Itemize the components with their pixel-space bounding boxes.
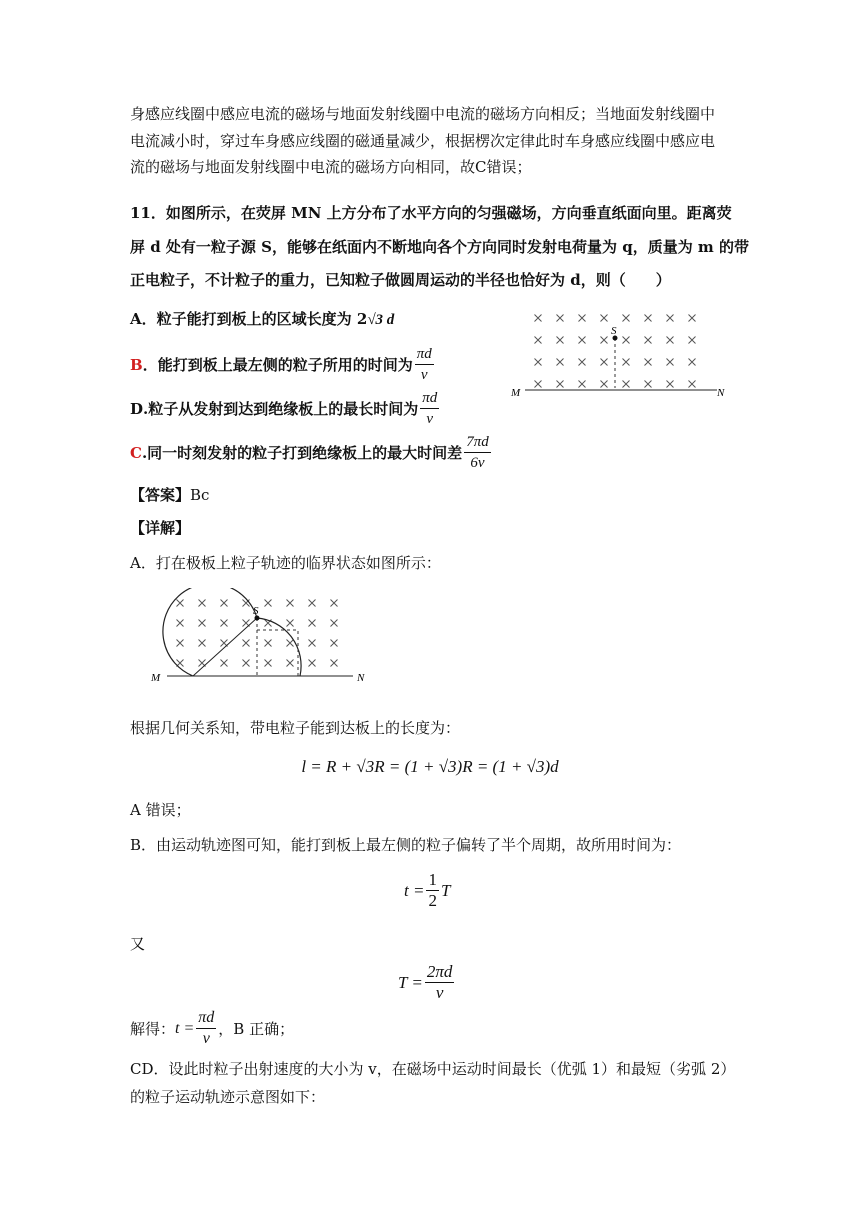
option-d: [130, 388, 441, 429]
field-cross: [243, 600, 250, 607]
answer-value: Bc: [190, 486, 210, 504]
eq1-fraction: [426, 870, 439, 911]
field-cross: [667, 381, 674, 388]
field-cross: [309, 600, 316, 607]
field-cross: [667, 315, 674, 322]
field-cross: [535, 315, 542, 322]
solve-label: 解得：: [130, 1019, 176, 1038]
eq1-den: 2: [428, 891, 437, 910]
solve-den: v: [202, 1030, 210, 1047]
field-cross: [331, 660, 338, 667]
source-label: S: [611, 325, 617, 337]
detail-label: 【详解】: [130, 519, 191, 537]
field-cross: [177, 640, 184, 647]
field-cross: [667, 359, 674, 366]
field-cross: [645, 337, 652, 344]
field-cross: [689, 337, 696, 344]
field-cross: [331, 620, 338, 627]
option-b-den: v: [420, 367, 428, 383]
solution-cd-line-1: CD．设此时粒子出射速度的大小为 v，在磁场中运动时间最长（优弧 1）和最短（劣弧 2）: [130, 1060, 736, 1078]
solve-tail: ，B 正确；: [218, 1019, 295, 1038]
solution-a-wrong: A 错误；: [130, 801, 191, 819]
field-cross: [265, 600, 272, 607]
question-text-1: ．如图所示，在荧屏 MN 上方分布了水平方向的匀强磁场，方向垂直纸面向里。距离荧: [150, 204, 732, 222]
field-cross: [579, 381, 586, 388]
option-b-text: ．能打到板上最左侧的粒子所用的时间为: [142, 355, 413, 374]
eq2-num: 2πd: [426, 962, 453, 981]
field-cross: [287, 600, 294, 607]
field-cross: [221, 600, 228, 607]
eq2-lhs: T =: [398, 972, 423, 992]
field-cross: [221, 660, 228, 667]
option-b: [130, 344, 436, 385]
option-d-den: v: [426, 411, 434, 427]
label-n: N: [717, 387, 725, 399]
you-label: 又: [130, 935, 146, 953]
field-cross: [177, 600, 184, 607]
solution-cd-line-2: 的粒子运动轨迹示意图如下：: [130, 1088, 326, 1106]
radius-line: [193, 618, 257, 676]
field-cross: [199, 600, 206, 607]
field-cross: [243, 640, 250, 647]
eq1-rhs: T: [440, 880, 451, 900]
question-number: 11: [130, 204, 151, 222]
field-cross: [331, 600, 338, 607]
eq1-lhs: t =: [404, 880, 425, 900]
trajectory-figure: [145, 588, 375, 688]
equation-half-period: [404, 870, 450, 911]
option-c-fraction: [464, 432, 491, 473]
solve-num: πd: [196, 1008, 216, 1029]
solution-b-intro: B．由运动轨迹图可知，能打到板上最左侧的粒子偏转了半个周期，故所用时间为：: [130, 836, 682, 854]
field-cross: [601, 381, 608, 388]
option-c-letter: C: [130, 443, 142, 462]
field-cross: [689, 315, 696, 322]
trajectory-arc-right: [257, 618, 301, 676]
option-d-text: .粒子从发射到达到绝缘板上的最长时间为: [143, 399, 419, 418]
option-d-letter: D: [130, 399, 144, 418]
field-cross: [601, 315, 608, 322]
option-c-text: .同一时刻发射的粒子打到绝缘板上的最大时间差: [141, 443, 463, 462]
field-cross: [623, 381, 630, 388]
field-cross: [287, 660, 294, 667]
question-line-3: 正电粒子，不计粒子的重力，已知粒子做圆周运动的半径也恰好为 d，则（ ）: [130, 271, 671, 289]
field-cross: [557, 337, 564, 344]
field-cross: [689, 381, 696, 388]
question-figure: [505, 308, 735, 400]
option-a-math: √3 d: [367, 312, 395, 328]
option-a: [130, 309, 394, 330]
field-cross: [535, 337, 542, 344]
field-cross: [623, 315, 630, 322]
field-cross: [265, 640, 272, 647]
source-label-2: S: [253, 605, 259, 617]
field-cross: [579, 315, 586, 322]
intro-line-1: 身感应线圈中感应电流的磁场与地面发射线圈中电流的磁场方向相反；当地面发射线圈中: [130, 105, 716, 123]
field-cross: [689, 359, 696, 366]
option-b-fraction: [415, 344, 434, 385]
trajectory-circle-left: [163, 588, 257, 676]
label-m: M: [511, 387, 521, 399]
field-cross: [309, 660, 316, 667]
solution-a-intro: A．打在极板上粒子轨迹的临界状态如图所示：: [130, 554, 441, 572]
solve-fraction: [196, 1008, 216, 1049]
field-cross: [579, 359, 586, 366]
intro-line-2: 电流减小时，穿过车身感应线圈的磁通量减少，根据楞次定律此时车身感应线圈中感应电: [130, 132, 716, 150]
field-cross: [199, 620, 206, 627]
intro-line-3: 流的磁场与地面发射线圈中电流的磁场方向相同，故C错误；: [130, 158, 532, 176]
solve-line: [130, 1008, 294, 1049]
label-m-2: M: [151, 672, 161, 684]
solve-lhs: t =: [175, 1019, 195, 1037]
option-b-letter: B: [130, 355, 143, 374]
field-cross: [557, 381, 564, 388]
option-a-letter: A: [130, 310, 142, 328]
eq2-den: v: [435, 983, 444, 1002]
field-cross: [601, 337, 608, 344]
question-line-1: [130, 203, 732, 223]
option-d-fraction: [420, 388, 439, 429]
option-b-num: πd: [415, 344, 434, 365]
field-cross: [579, 337, 586, 344]
field-cross: [243, 660, 250, 667]
field-cross: [287, 620, 294, 627]
field-cross: [331, 640, 338, 647]
field-cross: [667, 337, 674, 344]
field-cross: [199, 640, 206, 647]
question-line-2: 屏 d 处有一粒子源 S，能够在纸面内不断地向各个方向同时发射电荷量为 q，质量为 m 的带: [130, 238, 750, 256]
field-cross: [535, 381, 542, 388]
solution-a-geometry: 根据几何关系知，带电粒子能到达板上的长度为：: [130, 719, 461, 737]
field-cross: [557, 315, 564, 322]
eq1-num: 1: [428, 870, 437, 889]
option-c-num: 7πd: [464, 432, 491, 453]
field-cross: [265, 660, 272, 667]
field-cross: [309, 640, 316, 647]
option-c-den: 6v: [470, 455, 485, 471]
answer-label: 【答案】: [130, 486, 191, 504]
equation-length: l = R + √3R = (1 + √3)R = (1 + √3)d: [301, 757, 559, 776]
field-cross: [177, 620, 184, 627]
field-cross: [309, 620, 316, 627]
field-cross: [221, 620, 228, 627]
field-cross: [601, 359, 608, 366]
field-cross: [645, 315, 652, 322]
option-d-num: πd: [420, 388, 439, 409]
field-cross: [645, 381, 652, 388]
option-a-text: ．粒子能打到板上的区域长度为 2: [141, 310, 368, 328]
eq2-fraction: [425, 962, 455, 1003]
field-cross: [645, 359, 652, 366]
field-cross: [557, 359, 564, 366]
option-c: [130, 432, 493, 473]
field-cross: [623, 359, 630, 366]
field-cross: [623, 337, 630, 344]
field-cross: [535, 359, 542, 366]
field-cross: [287, 640, 294, 647]
label-n-2: N: [357, 672, 365, 684]
answer-line: [130, 485, 209, 505]
equation-period: [398, 962, 456, 1003]
